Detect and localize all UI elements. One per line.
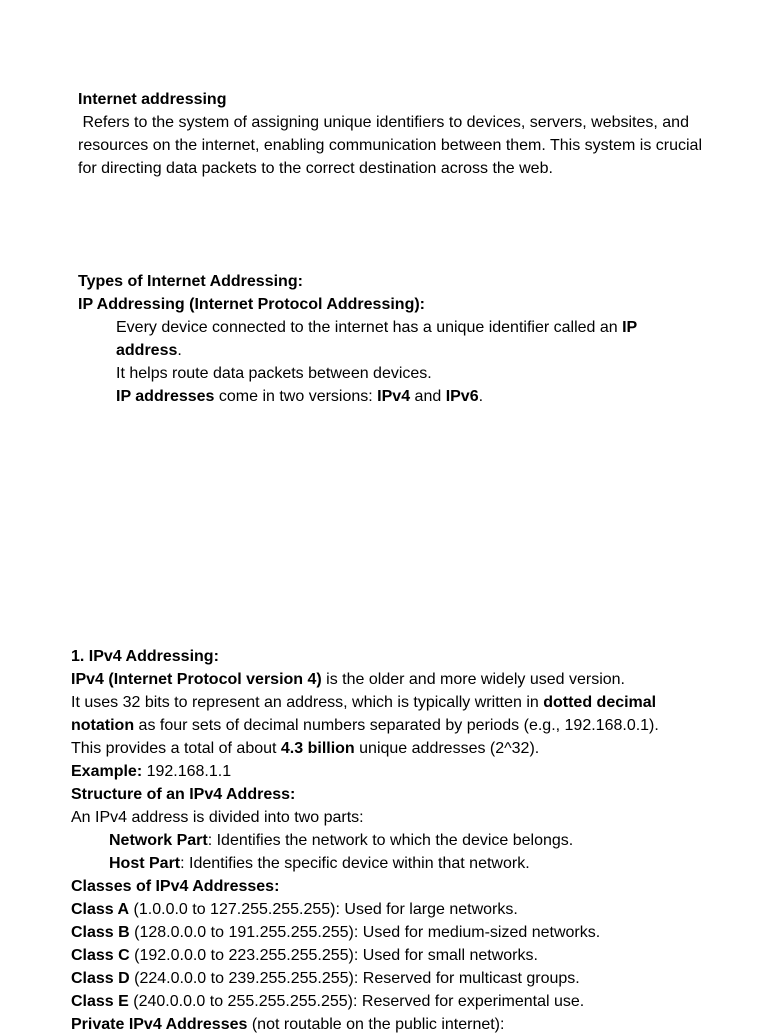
- ipv4-example-value: 192.168.1.1: [142, 763, 232, 780]
- ipv4-line-4-bold: 4.3 billion: [280, 740, 355, 757]
- ipv4-line-3-bold: notation: [71, 717, 135, 734]
- ipv4-line-2: [71, 691, 731, 714]
- ipv4-network-part: [71, 829, 731, 852]
- ipv4-class-b: [71, 921, 731, 944]
- types-line-1: [78, 316, 718, 339]
- ipv4-class-a: [71, 898, 731, 921]
- class-name: Class C: [71, 947, 130, 964]
- ipv4-host-part-label: Host Part: [109, 855, 181, 872]
- ipv4-network-part-label: Network Part: [109, 832, 208, 849]
- intro-heading: Internet addressing: [78, 91, 227, 108]
- ipv4-class-c: [71, 944, 731, 967]
- ipv4-line-3-text: as four sets of decimal numbers separated by periods (e.g., 192.168.0.1).: [134, 717, 659, 734]
- ipv4-host-part: [71, 852, 731, 875]
- types-line-1-text: Every device connected to the internet has a unique identifier called an: [116, 319, 623, 336]
- types-line-3-and: and: [410, 388, 446, 405]
- types-line-3-ipaddresses: IP addresses: [116, 388, 215, 405]
- ipv4-heading: 1. IPv4 Addressing:: [71, 648, 219, 665]
- types-line-1-cont: [78, 339, 718, 362]
- ipv4-private-heading: [71, 1013, 731, 1036]
- class-desc: (1.0.0.0 to 127.255.255.255): Used for large networks.: [129, 901, 518, 918]
- types-line-3-text: come in two versions:: [214, 388, 378, 405]
- class-desc: (240.0.0.0 to 255.255.255.255): Reserved for experimental use.: [128, 993, 585, 1010]
- types-line-3-period: .: [478, 388, 484, 405]
- intro-paragraph: Refers to the system of assigning unique identifiers to devices, servers, websites, and resources on the internet, enabling communication between them. This system is crucial for directing data packets to the correct destination across the web.: [78, 114, 707, 177]
- types-line-3-ipv4: IPv4: [377, 388, 411, 405]
- class-name: Class A: [71, 901, 130, 918]
- class-name: Class E: [71, 993, 129, 1010]
- ipv4-host-part-desc: : Identifies the specific device within that network.: [180, 855, 530, 872]
- ipv4-line-1-text: is the older and more widely used version.: [321, 671, 625, 688]
- ipv4-section: [71, 645, 731, 1036]
- ipv4-structure-intro: An IPv4 address is divided into two parts:: [71, 809, 364, 826]
- class-desc: (224.0.0.0 to 239.255.255.255): Reserved for multicast groups.: [129, 970, 580, 987]
- ipv4-line-1-bold: IPv4 (Internet Protocol version 4): [71, 671, 322, 688]
- types-line-1-ip: IP: [622, 319, 638, 336]
- ipv4-line-4-text: This provides a total of about: [71, 740, 281, 757]
- class-name: Class D: [71, 970, 130, 987]
- class-desc: (128.0.0.0 to 191.255.255.255): Used for medium-sized networks.: [129, 924, 601, 941]
- types-heading: Types of Internet Addressing:: [78, 273, 303, 290]
- ipv4-line-3: [71, 714, 731, 737]
- ipv4-classes-heading: Classes of IPv4 Addresses:: [71, 878, 280, 895]
- ipv4-line-4-tail: unique addresses (2^32).: [354, 740, 540, 757]
- types-section: [78, 270, 718, 408]
- types-line-2: It helps route data packets between devices.: [116, 365, 432, 382]
- ipv4-line-2-text: It uses 32 bits to represent an address, which is typically written in: [71, 694, 544, 711]
- types-line-3: [78, 385, 718, 408]
- ipv4-class-e: [71, 990, 731, 1013]
- ipv4-line-2-bold: dotted decimal: [543, 694, 657, 711]
- ipv4-line-4: [71, 737, 731, 760]
- ipv4-example-label: Example:: [71, 763, 143, 780]
- ipv4-private-label: Private IPv4 Addresses: [71, 1016, 248, 1033]
- ipv4-line-1: [71, 668, 731, 691]
- class-name: Class B: [71, 924, 130, 941]
- ipv4-class-d: [71, 967, 731, 990]
- ipv4-private-desc: (not routable on the public internet):: [247, 1016, 505, 1033]
- types-line-1-address: address: [116, 342, 178, 359]
- ipv4-example: [71, 760, 731, 783]
- types-line-3-ipv6: IPv6: [445, 388, 479, 405]
- class-desc: (192.0.0.0 to 223.255.255.255): Used for small networks.: [129, 947, 538, 964]
- intro-section: [78, 88, 718, 180]
- ip-addressing-subheading: IP Addressing (Internet Protocol Addressing):: [78, 296, 425, 313]
- ipv4-structure-heading: Structure of an IPv4 Address:: [71, 786, 296, 803]
- ipv4-network-part-desc: : Identifies the network to which the device belongs.: [207, 832, 574, 849]
- types-line-1-period: .: [177, 342, 182, 359]
